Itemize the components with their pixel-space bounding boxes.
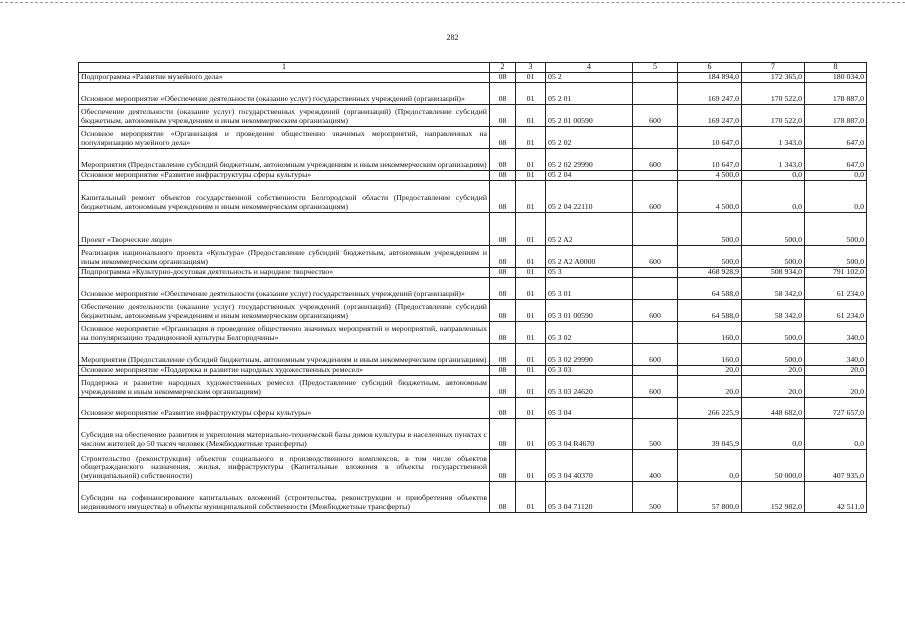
section-cell: 08 bbox=[490, 299, 516, 321]
amount-year-1-cell: 160,0 bbox=[678, 321, 742, 343]
amount-year-3-cell: 791 102,0 bbox=[805, 267, 867, 277]
amount-year-3-cell: 647,0 bbox=[805, 126, 867, 148]
description-cell: Основное мероприятие «Поддержка и развитие народных художественных ремесел» bbox=[79, 365, 490, 375]
description-cell: Основное мероприятие «Организация и проведение общественно значимых мероприятий, направленных на популяризацию музейного дела» bbox=[79, 126, 490, 148]
amount-year-1-cell: 4 500,0 bbox=[678, 180, 742, 212]
table-row bbox=[79, 267, 867, 277]
amount-year-2-cell: 0,0 bbox=[742, 170, 805, 180]
expense-type-cell bbox=[633, 212, 678, 245]
amount-year-3-cell: 0,0 bbox=[805, 180, 867, 212]
subsection-cell: 01 bbox=[516, 170, 546, 180]
description-cell: Основное мероприятие «Обеспечение деятельности (оказание услуг) государственных учреждений (организаций)» bbox=[79, 82, 490, 104]
table-row bbox=[79, 180, 867, 212]
amount-year-1-cell: 20,0 bbox=[678, 365, 742, 375]
subsection-cell: 01 bbox=[516, 449, 546, 481]
target-article-cell: 05 3 03 24620 bbox=[546, 375, 633, 397]
target-article-cell: 05 2 04 22110 bbox=[546, 180, 633, 212]
subsection-cell: 01 bbox=[516, 397, 546, 418]
target-article-cell: 05 2 A2 bbox=[546, 212, 633, 245]
section-cell: 08 bbox=[490, 365, 516, 375]
expense-type-cell: 600 bbox=[633, 148, 678, 170]
amount-year-3-cell: 340,0 bbox=[805, 321, 867, 343]
target-article-cell: 05 2 04 bbox=[546, 170, 633, 180]
description-cell: Основное мероприятие «Обеспечение деятельности (оказание услуг) государственных учреждений (организаций)» bbox=[79, 277, 490, 299]
amount-year-1-cell: 266 225,9 bbox=[678, 397, 742, 418]
target-article-cell: 05 3 04 bbox=[546, 397, 633, 418]
subsection-cell: 01 bbox=[516, 72, 546, 82]
description-cell: Поддержка и развитие народных художественных ремесел (Предоставление субсидий бюджетным, автономным учреждениям и иным некоммерческим организациям) bbox=[79, 375, 490, 397]
subsection-cell: 01 bbox=[516, 245, 546, 267]
description-cell: Обеспечение деятельности (оказание услуг) государственных учреждений (организаций) (Предоставление субсидий бюджетным, автономным учреждениям и иным некоммерческим организациям) bbox=[79, 104, 490, 126]
amount-year-3-cell: 20,0 bbox=[805, 375, 867, 397]
expense-type-cell: 600 bbox=[633, 375, 678, 397]
subsection-cell: 01 bbox=[516, 343, 546, 365]
expense-type-cell bbox=[633, 170, 678, 180]
section-cell: 08 bbox=[490, 104, 516, 126]
header-cell: 8 bbox=[805, 63, 867, 73]
target-article-cell: 05 2 02 bbox=[546, 126, 633, 148]
expense-type-cell: 600 bbox=[633, 299, 678, 321]
section-cell: 08 bbox=[490, 418, 516, 449]
amount-year-3-cell: 20,0 bbox=[805, 365, 867, 375]
amount-year-2-cell: 1 343,0 bbox=[742, 148, 805, 170]
expense-type-cell bbox=[633, 72, 678, 82]
target-article-cell: 05 3 02 29990 bbox=[546, 343, 633, 365]
target-article-cell: 05 3 bbox=[546, 267, 633, 277]
header-cell: 3 bbox=[516, 63, 546, 73]
header-cell: 7 bbox=[742, 63, 805, 73]
description-cell: Субсидия на обеспечение развития и укрепления материально-технической базы домов культуры в населенных пунктах с числом жителей до 50 тысяч человек (Межбюджетные трансферты) bbox=[79, 418, 490, 449]
section-cell: 08 bbox=[490, 449, 516, 481]
budget-table bbox=[78, 62, 867, 513]
amount-year-2-cell: 500,0 bbox=[742, 245, 805, 267]
amount-year-2-cell: 1 343,0 bbox=[742, 126, 805, 148]
amount-year-1-cell: 169 247,0 bbox=[678, 82, 742, 104]
amount-year-2-cell: 58 342,0 bbox=[742, 299, 805, 321]
table-row bbox=[79, 126, 867, 148]
target-article-cell: 05 3 03 bbox=[546, 365, 633, 375]
description-cell: Основное мероприятие «Организация и проведение общественно значимых мероприятий и мероприятий, направленных на популяризацию традиционной культуры Белгородчины» bbox=[79, 321, 490, 343]
section-cell: 08 bbox=[490, 375, 516, 397]
subsection-cell: 01 bbox=[516, 321, 546, 343]
header-cell: 5 bbox=[633, 63, 678, 73]
description-cell: Подпрограмма «Культурно-досуговая деятельность и народное творчество» bbox=[79, 267, 490, 277]
amount-year-1-cell: 468 928,9 bbox=[678, 267, 742, 277]
subsection-cell: 01 bbox=[516, 148, 546, 170]
section-cell: 08 bbox=[490, 481, 516, 512]
amount-year-2-cell: 0,0 bbox=[742, 180, 805, 212]
table-body bbox=[79, 72, 867, 512]
amount-year-1-cell: 10 647,0 bbox=[678, 148, 742, 170]
expense-type-cell bbox=[633, 82, 678, 104]
amount-year-1-cell: 160,0 bbox=[678, 343, 742, 365]
amount-year-1-cell: 64 588,0 bbox=[678, 299, 742, 321]
subsection-cell: 01 bbox=[516, 126, 546, 148]
amount-year-2-cell: 500,0 bbox=[742, 343, 805, 365]
subsection-cell: 01 bbox=[516, 180, 546, 212]
section-cell: 08 bbox=[490, 126, 516, 148]
table-row bbox=[79, 343, 867, 365]
amount-year-2-cell: 500,0 bbox=[742, 212, 805, 245]
amount-year-2-cell: 152 982,0 bbox=[742, 481, 805, 512]
expense-type-cell: 600 bbox=[633, 104, 678, 126]
amount-year-2-cell: 20,0 bbox=[742, 375, 805, 397]
expense-type-cell bbox=[633, 321, 678, 343]
table-row bbox=[79, 245, 867, 267]
amount-year-3-cell: 61 234,0 bbox=[805, 299, 867, 321]
table-row bbox=[79, 72, 867, 82]
page-number: 282 bbox=[446, 33, 459, 42]
amount-year-3-cell: 61 234,0 bbox=[805, 277, 867, 299]
header-cell: 6 bbox=[678, 63, 742, 73]
table-row bbox=[79, 277, 867, 299]
section-cell: 08 bbox=[490, 148, 516, 170]
table-row bbox=[79, 365, 867, 375]
header-cell: 2 bbox=[490, 63, 516, 73]
amount-year-2-cell: 170 522,0 bbox=[742, 82, 805, 104]
amount-year-3-cell: 178 887,0 bbox=[805, 82, 867, 104]
target-article-cell: 05 3 04 40370 bbox=[546, 449, 633, 481]
amount-year-3-cell: 500,0 bbox=[805, 212, 867, 245]
subsection-cell: 01 bbox=[516, 267, 546, 277]
page-top-edge bbox=[0, 2, 905, 3]
table-row bbox=[79, 148, 867, 170]
description-cell: Капитальный ремонт объектов государственной собственности Белгородской области (Предоставление субсидий бюджетным, автономным учреждениям и иным некоммерческим организациям) bbox=[79, 180, 490, 212]
description-cell: Субсидии на софинансирование капитальных вложений (строительства, реконструкции и приобретения объектов недвижимого имущества) в объекты муниципальной собственности (Межбюджетные трансферты) bbox=[79, 481, 490, 512]
table-row bbox=[79, 375, 867, 397]
section-cell: 08 bbox=[490, 72, 516, 82]
section-cell: 08 bbox=[490, 277, 516, 299]
target-article-cell: 05 2 A2 A0000 bbox=[546, 245, 633, 267]
target-article-cell: 05 2 01 bbox=[546, 82, 633, 104]
amount-year-1-cell: 10 647,0 bbox=[678, 126, 742, 148]
target-article-cell: 05 3 04 71120 bbox=[546, 481, 633, 512]
table-row bbox=[79, 212, 867, 245]
amount-year-2-cell: 50 000,0 bbox=[742, 449, 805, 481]
expense-type-cell: 600 bbox=[633, 343, 678, 365]
table-row bbox=[79, 418, 867, 449]
table-row bbox=[79, 82, 867, 104]
section-cell: 08 bbox=[490, 321, 516, 343]
amount-year-3-cell: 340,0 bbox=[805, 343, 867, 365]
amount-year-1-cell: 500,0 bbox=[678, 212, 742, 245]
section-cell: 08 bbox=[490, 245, 516, 267]
expense-type-cell: 600 bbox=[633, 245, 678, 267]
table-header-row bbox=[79, 63, 867, 73]
description-cell: Обеспечение деятельности (оказание услуг) государственных учреждений (организаций) (Предоставление субсидий бюджетным, автономным учреждениям и иным некоммерческим организациям) bbox=[79, 299, 490, 321]
description-cell: Проект «Творческие люди» bbox=[79, 212, 490, 245]
section-cell: 08 bbox=[490, 343, 516, 365]
expense-type-cell bbox=[633, 365, 678, 375]
amount-year-2-cell: 508 934,0 bbox=[742, 267, 805, 277]
section-cell: 08 bbox=[490, 212, 516, 245]
description-cell: Основное мероприятие «Развитие инфраструктуры сферы культуры» bbox=[79, 170, 490, 180]
subsection-cell: 01 bbox=[516, 365, 546, 375]
subsection-cell: 01 bbox=[516, 277, 546, 299]
amount-year-1-cell: 20,0 bbox=[678, 375, 742, 397]
description-cell: Строительство (реконструкция) объектов социального и производственного комплексов, в том числе объектов общегражданского назначения, жилья, инфраструктуры (Капитальные вложения в объекты государственной (муниципальной) собственности) bbox=[79, 449, 490, 481]
amount-year-2-cell: 172 365,0 bbox=[742, 72, 805, 82]
amount-year-3-cell: 180 034,0 bbox=[805, 72, 867, 82]
expense-type-cell: 400 bbox=[633, 449, 678, 481]
amount-year-3-cell: 0,0 bbox=[805, 170, 867, 180]
amount-year-1-cell: 500,0 bbox=[678, 245, 742, 267]
table-row bbox=[79, 449, 867, 481]
description-cell: Подпрограмма «Развитие музейного дела» bbox=[79, 72, 490, 82]
amount-year-3-cell: 407 935,0 bbox=[805, 449, 867, 481]
amount-year-3-cell: 42 511,0 bbox=[805, 481, 867, 512]
description-cell: Мероприятия (Предоставление субсидий бюджетным, автономным учреждениям и иным некоммерческим организациям) bbox=[79, 343, 490, 365]
subsection-cell: 01 bbox=[516, 375, 546, 397]
amount-year-3-cell: 0,0 bbox=[805, 418, 867, 449]
table-row bbox=[79, 104, 867, 126]
subsection-cell: 01 bbox=[516, 299, 546, 321]
target-article-cell: 05 2 02 29990 bbox=[546, 148, 633, 170]
section-cell: 08 bbox=[490, 397, 516, 418]
subsection-cell: 01 bbox=[516, 104, 546, 126]
target-article-cell: 05 3 02 bbox=[546, 321, 633, 343]
expense-type-cell bbox=[633, 126, 678, 148]
target-article-cell: 05 3 04 R4670 bbox=[546, 418, 633, 449]
header-cell: 1 bbox=[79, 63, 490, 73]
target-article-cell: 05 2 01 00590 bbox=[546, 104, 633, 126]
amount-year-1-cell: 64 588,0 bbox=[678, 277, 742, 299]
description-cell: Реализация национального проекта «Культура» (Предоставление субсидий бюджетным, автономным учреждениям и иным некоммерческим организациям) bbox=[79, 245, 490, 267]
amount-year-3-cell: 647,0 bbox=[805, 148, 867, 170]
amount-year-1-cell: 4 500,0 bbox=[678, 170, 742, 180]
table-row bbox=[79, 321, 867, 343]
expense-type-cell bbox=[633, 267, 678, 277]
table-row bbox=[79, 299, 867, 321]
subsection-cell: 01 bbox=[516, 418, 546, 449]
amount-year-1-cell: 184 894,0 bbox=[678, 72, 742, 82]
table-row bbox=[79, 170, 867, 180]
amount-year-3-cell: 500,0 bbox=[805, 245, 867, 267]
amount-year-3-cell: 178 887,0 bbox=[805, 104, 867, 126]
target-article-cell: 05 3 01 bbox=[546, 277, 633, 299]
amount-year-2-cell: 448 682,0 bbox=[742, 397, 805, 418]
amount-year-2-cell: 500,0 bbox=[742, 321, 805, 343]
subsection-cell: 01 bbox=[516, 481, 546, 512]
subsection-cell: 01 bbox=[516, 82, 546, 104]
description-cell: Мероприятия (Предоставление субсидий бюджетным, автономным учреждениям и иным некоммерческим организациям) bbox=[79, 148, 490, 170]
section-cell: 08 bbox=[490, 180, 516, 212]
amount-year-2-cell: 0,0 bbox=[742, 418, 805, 449]
target-article-cell: 05 3 01 00590 bbox=[546, 299, 633, 321]
expense-type-cell bbox=[633, 277, 678, 299]
amount-year-2-cell: 58 342,0 bbox=[742, 277, 805, 299]
expense-type-cell bbox=[633, 397, 678, 418]
amount-year-2-cell: 20,0 bbox=[742, 365, 805, 375]
section-cell: 08 bbox=[490, 82, 516, 104]
expense-type-cell: 500 bbox=[633, 418, 678, 449]
amount-year-1-cell: 39 045,9 bbox=[678, 418, 742, 449]
target-article-cell: 05 2 bbox=[546, 72, 633, 82]
table-row bbox=[79, 397, 867, 418]
amount-year-1-cell: 57 800,0 bbox=[678, 481, 742, 512]
subsection-cell: 01 bbox=[516, 212, 546, 245]
section-cell: 08 bbox=[490, 170, 516, 180]
amount-year-1-cell: 0,0 bbox=[678, 449, 742, 481]
amount-year-1-cell: 169 247,0 bbox=[678, 104, 742, 126]
expense-type-cell: 500 bbox=[633, 481, 678, 512]
section-cell: 08 bbox=[490, 267, 516, 277]
header-cell: 4 bbox=[546, 63, 633, 73]
amount-year-2-cell: 170 522,0 bbox=[742, 104, 805, 126]
table-row bbox=[79, 481, 867, 512]
amount-year-3-cell: 727 657,0 bbox=[805, 397, 867, 418]
description-cell: Основное мероприятие «Развитие инфраструктуры сферы культуры» bbox=[79, 397, 490, 418]
expense-type-cell: 600 bbox=[633, 180, 678, 212]
